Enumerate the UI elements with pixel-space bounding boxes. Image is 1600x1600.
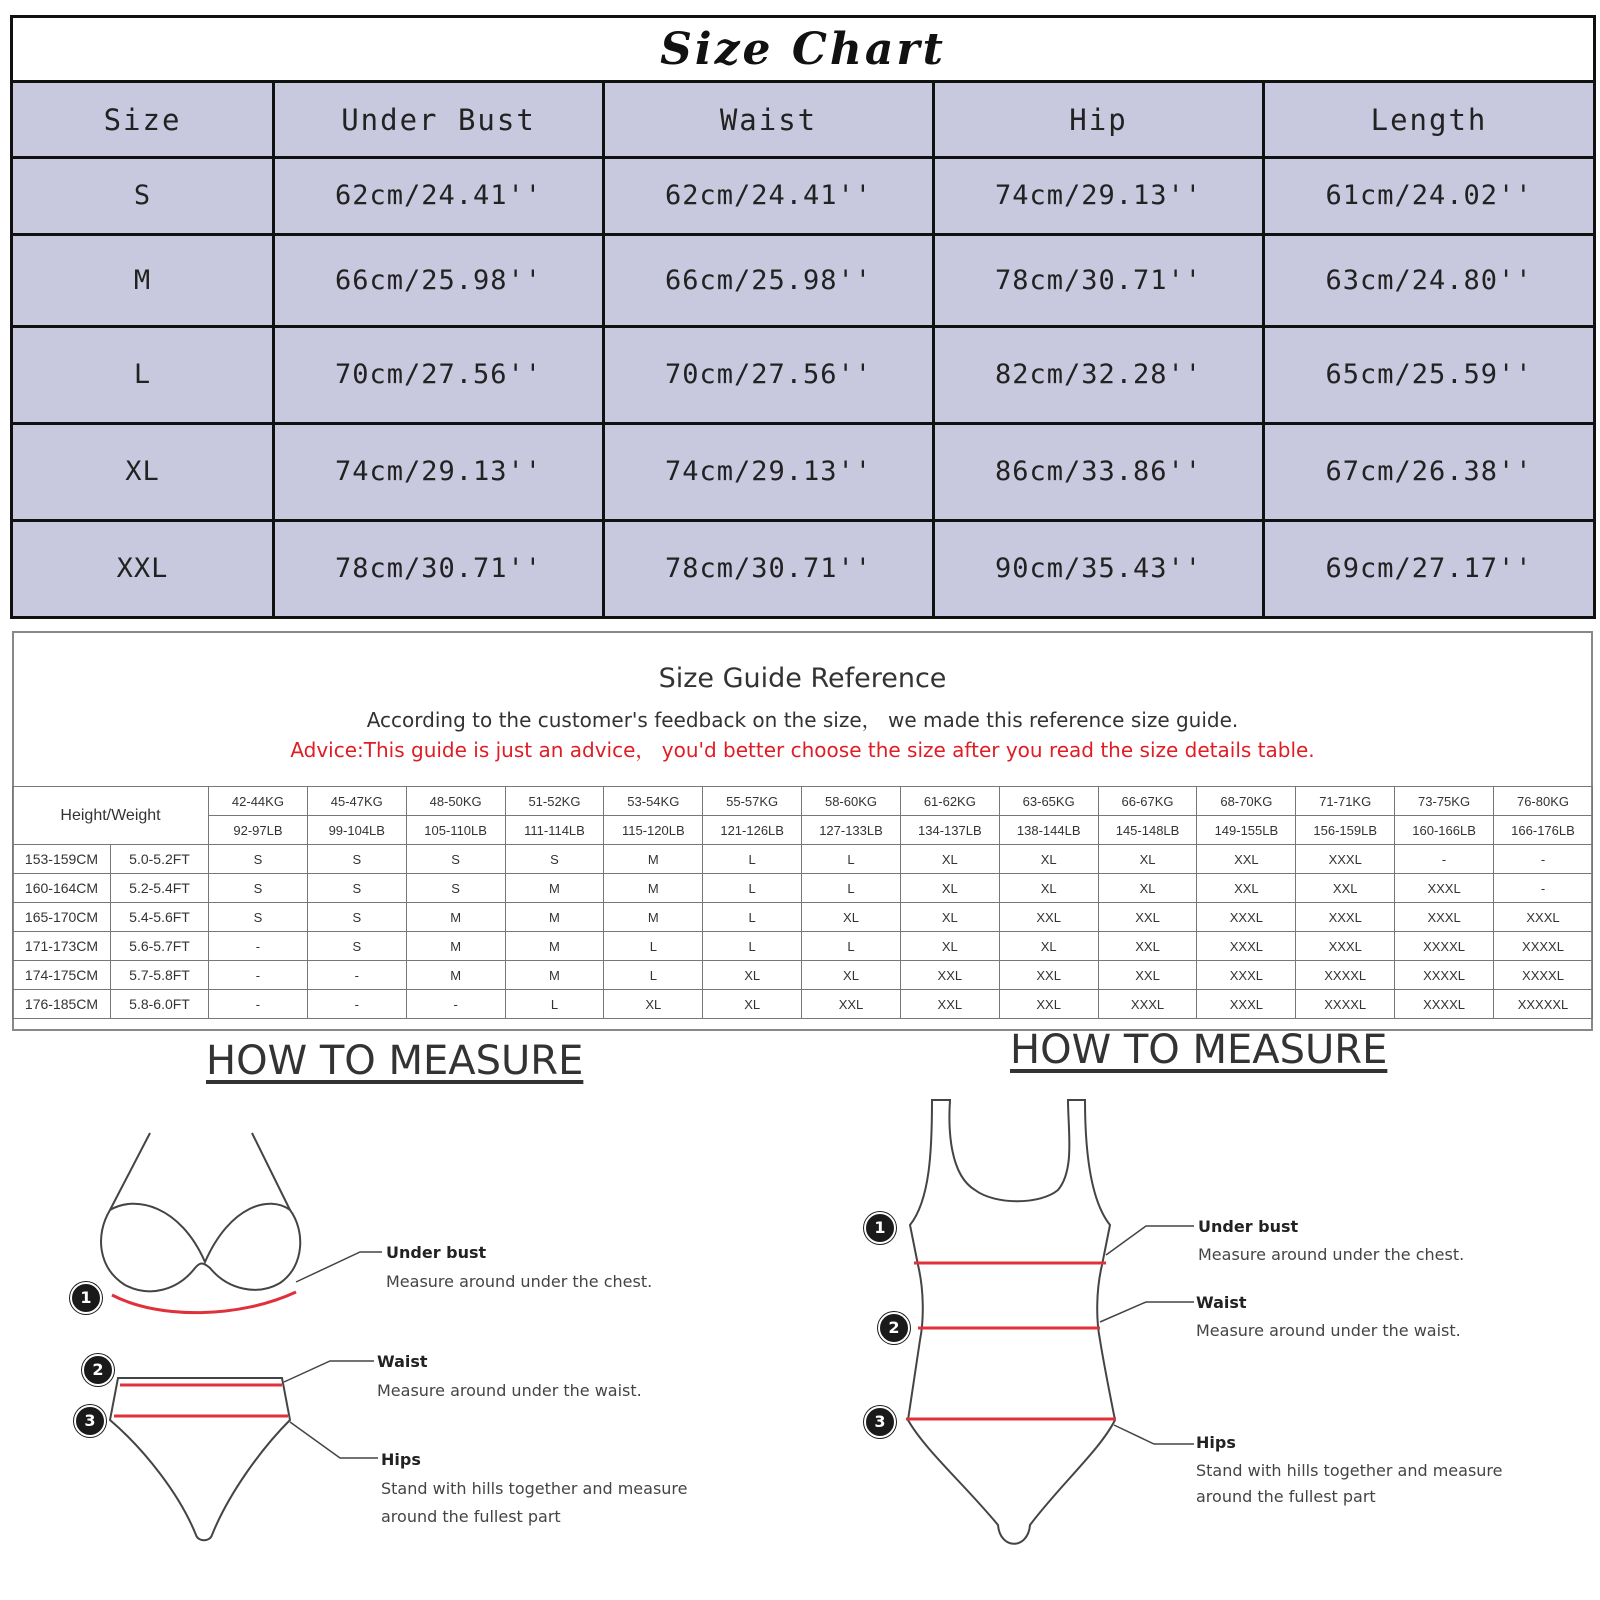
recommended-size-cell: M [604, 874, 703, 903]
recommended-size-cell: XL [999, 932, 1098, 961]
recommended-size-cell: XXL [900, 961, 999, 990]
measurement-cell: 70cm/27.56'' [604, 326, 934, 423]
recommended-size-cell: L [802, 874, 901, 903]
recommended-size-cell: M [406, 903, 505, 932]
weight-kg-cell: 68-70KG [1197, 787, 1296, 816]
waist-leader-right [1100, 1302, 1194, 1322]
recommended-size-cell: L [802, 845, 901, 874]
recommended-size-cell: - [209, 961, 308, 990]
recommended-size-cell: XXL [900, 990, 999, 1019]
weight-lb-cell: 149-155LB [1197, 816, 1296, 845]
measurement-cell: 61cm/24.02'' [1264, 158, 1595, 235]
recommended-size-cell: L [703, 874, 802, 903]
recommended-size-cell: S [209, 874, 308, 903]
recommended-size-cell: S [209, 903, 308, 932]
measurement-cell: 69cm/27.17'' [1264, 520, 1595, 617]
recommended-size-cell: L [604, 932, 703, 961]
recommended-size-cell: M [505, 932, 604, 961]
recommended-size-cell: M [406, 961, 505, 990]
number-badge-hips-left: 3 [74, 1405, 106, 1437]
measurement-cell: 74cm/29.13'' [934, 158, 1264, 235]
weight-lb-cell: 92-97LB [209, 816, 308, 845]
weight-kg-cell: 58-60KG [802, 787, 901, 816]
recommended-size-cell: XXXXL [1395, 932, 1494, 961]
waist-desc-left: Measure around under the waist. [377, 1381, 642, 1400]
recommended-size-cell: XL [900, 903, 999, 932]
recommended-size-cell: M [604, 845, 703, 874]
recommended-size-cell: - [209, 990, 308, 1019]
weight-kg-cell: 71-71KG [1296, 787, 1395, 816]
recommended-size-cell: XL [703, 990, 802, 1019]
waist-leader-left [284, 1361, 374, 1382]
under-bust-label-left: Under bust [386, 1243, 487, 1262]
size-chart-title: Size Chart [12, 17, 1595, 82]
hips-label-left: Hips [381, 1450, 421, 1469]
recommended-size-cell: XL [900, 932, 999, 961]
recommended-size-cell: L [703, 932, 802, 961]
recommended-size-cell: S [505, 845, 604, 874]
recommended-size-cell: XL [1098, 874, 1197, 903]
recommended-size-cell: XXXL [1296, 845, 1395, 874]
recommended-size-cell: L [703, 845, 802, 874]
recommended-size-cell: XL [802, 961, 901, 990]
size-chart-header-cell: Length [1264, 82, 1595, 158]
height-cm-cell: 171-173CM [13, 932, 111, 961]
height-weight-label: Height/Weight [13, 787, 209, 845]
measurement-cell: 70cm/27.56'' [274, 326, 604, 423]
measurement-cell: 66cm/25.98'' [604, 234, 934, 326]
under-bust-label-right: Under bust [1198, 1217, 1299, 1236]
recommended-size-cell: L [505, 990, 604, 1019]
swimsuit-illustration [908, 1100, 1115, 1544]
weight-lb-cell: 156-159LB [1296, 816, 1395, 845]
measurement-cell: 65cm/25.59'' [1264, 326, 1595, 423]
recommended-size-cell: XXXXXL [1493, 990, 1592, 1019]
recommended-size-cell: XL [1098, 845, 1197, 874]
recommended-size-cell: S [307, 845, 406, 874]
waist-desc-right: Measure around under the waist. [1196, 1321, 1461, 1340]
height-ft-cell: 5.6-5.7FT [111, 932, 209, 961]
recommended-size-cell: XXL [1296, 874, 1395, 903]
recommended-size-cell: S [209, 845, 308, 874]
how-to-measure-title-left: HOW TO MEASURE [206, 1038, 584, 1084]
size-chart-header-cell: Waist [604, 82, 934, 158]
weight-kg-cell: 48-50KG [406, 787, 505, 816]
recommended-size-cell: L [604, 961, 703, 990]
recommended-size-cell: S [406, 845, 505, 874]
measurement-cell: 62cm/24.41'' [274, 158, 604, 235]
recommended-size-cell: - [1493, 874, 1592, 903]
recommended-size-cell: XXXL [1098, 990, 1197, 1019]
recommended-size-cell: XXXXL [1296, 961, 1395, 990]
number-badge-waist-left: 2 [82, 1354, 114, 1386]
recommended-size-cell: XXXL [1197, 961, 1296, 990]
size-label-cell: XL [12, 423, 274, 520]
measurement-cell: 82cm/32.28'' [934, 326, 1264, 423]
weight-lb-cell: 127-133LB [802, 816, 901, 845]
recommended-size-cell: L [802, 932, 901, 961]
recommended-size-cell: XL [703, 961, 802, 990]
recommended-size-cell: XXXXL [1296, 990, 1395, 1019]
recommended-size-cell: XXXXL [1395, 990, 1494, 1019]
recommended-size-cell: XXL [1197, 845, 1296, 874]
recommended-size-cell: M [505, 961, 604, 990]
size-chart-header-cell: Under Bust [274, 82, 604, 158]
recommended-size-cell: S [307, 903, 406, 932]
size-label-cell: XXL [12, 520, 274, 617]
bikini-bottom-illustration [110, 1378, 290, 1540]
recommended-size-cell: S [406, 874, 505, 903]
measurement-cell: 66cm/25.98'' [274, 234, 604, 326]
recommended-size-cell: XL [999, 845, 1098, 874]
recommended-size-cell: XXXL [1197, 932, 1296, 961]
hips-label-right: Hips [1196, 1433, 1236, 1452]
measurement-cell: 86cm/33.86'' [934, 423, 1264, 520]
weight-lb-cell: 121-126LB [703, 816, 802, 845]
measurement-cell: 74cm/29.13'' [604, 423, 934, 520]
under-bust-leader-right [1106, 1226, 1194, 1255]
measurement-cell: 62cm/24.41'' [604, 158, 934, 235]
hips-leader-right [1114, 1425, 1194, 1444]
height-cm-cell: 153-159CM [13, 845, 111, 874]
weight-lb-cell: 115-120LB [604, 816, 703, 845]
size-guide-advice: Advice:This guide is just an advice， you'd better choose the size after you read the size details table. [290, 738, 1315, 762]
weight-kg-cell: 55-57KG [703, 787, 802, 816]
recommended-size-cell: - [307, 990, 406, 1019]
recommended-size-cell: XXL [999, 903, 1098, 932]
weight-lb-cell: 145-148LB [1098, 816, 1197, 845]
recommended-size-cell: XL [900, 874, 999, 903]
height-ft-cell: 5.7-5.8FT [111, 961, 209, 990]
measurement-cell: 63cm/24.80'' [1264, 234, 1595, 326]
recommended-size-cell: XXL [802, 990, 901, 1019]
weight-kg-cell: 73-75KG [1395, 787, 1494, 816]
measurement-cell: 78cm/30.71'' [934, 234, 1264, 326]
recommended-size-cell: XXL [999, 990, 1098, 1019]
recommended-size-cell: XXXL [1296, 932, 1395, 961]
recommended-size-cell: XXXL [1395, 903, 1494, 932]
recommended-size-cell: XXL [1098, 961, 1197, 990]
recommended-size-cell: - [209, 932, 308, 961]
weight-lb-cell: 111-114LB [505, 816, 604, 845]
measurement-cell: 78cm/30.71'' [274, 520, 604, 617]
recommended-size-cell: XL [900, 845, 999, 874]
weight-kg-cell: 42-44KG [209, 787, 308, 816]
recommended-size-cell: XXL [1197, 874, 1296, 903]
size-label-cell: M [12, 234, 274, 326]
waist-label-left: Waist [377, 1352, 428, 1371]
recommended-size-cell: M [505, 874, 604, 903]
recommended-size-cell: XXXL [1493, 903, 1592, 932]
hips-leader-left [290, 1422, 378, 1458]
recommended-size-cell: XXXXL [1493, 961, 1592, 990]
weight-kg-cell: 66-67KG [1098, 787, 1197, 816]
size-chart-header-cell: Hip [934, 82, 1264, 158]
recommended-size-cell: - [307, 961, 406, 990]
recommended-size-cell: S [307, 932, 406, 961]
recommended-size-cell: M [604, 903, 703, 932]
height-ft-cell: 5.0-5.2FT [111, 845, 209, 874]
weight-kg-cell: 53-54KG [604, 787, 703, 816]
height-ft-cell: 5.8-6.0FT [111, 990, 209, 1019]
measurement-cell: 74cm/29.13'' [274, 423, 604, 520]
recommended-size-cell: XXL [999, 961, 1098, 990]
hips-desc-line1-right: Stand with hills together and measure [1196, 1461, 1503, 1480]
recommended-size-cell: XXXXL [1395, 961, 1494, 990]
recommended-size-cell: XL [802, 903, 901, 932]
recommended-size-cell: XXL [1098, 903, 1197, 932]
measurement-cell: 90cm/35.43'' [934, 520, 1264, 617]
weight-lb-cell: 105-110LB [406, 816, 505, 845]
hips-desc-line2-right: around the fullest part [1196, 1487, 1376, 1506]
recommended-size-cell: XXXL [1296, 903, 1395, 932]
recommended-size-cell: XL [999, 874, 1098, 903]
recommended-size-cell: M [406, 932, 505, 961]
recommended-size-cell: XXXXL [1493, 932, 1592, 961]
height-cm-cell: 165-170CM [13, 903, 111, 932]
recommended-size-cell: M [505, 903, 604, 932]
number-badge-under-bust-right: 1 [864, 1212, 896, 1244]
bikini-top-illustration [101, 1133, 300, 1291]
weight-kg-cell: 51-52KG [505, 787, 604, 816]
weight-lb-cell: 138-144LB [999, 816, 1098, 845]
weight-kg-cell: 45-47KG [307, 787, 406, 816]
weight-lb-cell: 99-104LB [307, 816, 406, 845]
height-cm-cell: 174-175CM [13, 961, 111, 990]
size-label-cell: S [12, 158, 274, 235]
under-bust-line-left [112, 1292, 296, 1313]
recommended-size-cell: XL [604, 990, 703, 1019]
measurement-cell: 67cm/26.38'' [1264, 423, 1595, 520]
recommended-size-cell: XXXL [1197, 990, 1296, 1019]
height-cm-cell: 176-185CM [13, 990, 111, 1019]
measurement-cell: 78cm/30.71'' [604, 520, 934, 617]
height-ft-cell: 5.2-5.4FT [111, 874, 209, 903]
hips-desc-line1-left: Stand with hills together and measure [381, 1479, 688, 1498]
number-badge-under-bust-left: 1 [70, 1282, 102, 1314]
weight-lb-cell: 160-166LB [1395, 816, 1494, 845]
size-label-cell: L [12, 326, 274, 423]
hips-desc-line2-left: around the fullest part [381, 1507, 561, 1526]
weight-kg-cell: 61-62KG [900, 787, 999, 816]
number-badge-hips-right: 3 [864, 1406, 896, 1438]
waist-label-right: Waist [1196, 1293, 1247, 1312]
recommended-size-cell: L [703, 903, 802, 932]
how-to-measure-title-right: HOW TO MEASURE [1010, 1027, 1388, 1073]
weight-kg-cell: 76-80KG [1493, 787, 1592, 816]
recommended-size-cell: S [307, 874, 406, 903]
weight-lb-cell: 134-137LB [900, 816, 999, 845]
size-chart-header-cell: Size [12, 82, 274, 158]
recommended-size-cell: XXXL [1197, 903, 1296, 932]
recommended-size-cell: - [1395, 845, 1494, 874]
recommended-size-cell: - [406, 990, 505, 1019]
recommended-size-cell: XXL [1098, 932, 1197, 961]
under-bust-desc-right: Measure around under the chest. [1198, 1245, 1465, 1264]
recommended-size-cell: - [1493, 845, 1592, 874]
recommended-size-cell: XXXL [1395, 874, 1494, 903]
under-bust-leader-left [296, 1252, 382, 1282]
size-guide-description: According to the customer's feedback on the size， we made this reference size guide. [366, 708, 1239, 732]
height-ft-cell: 5.4-5.6FT [111, 903, 209, 932]
weight-lb-cell: 166-176LB [1493, 816, 1592, 845]
height-cm-cell: 160-164CM [13, 874, 111, 903]
under-bust-desc-left: Measure around under the chest. [386, 1272, 653, 1291]
number-badge-waist-right: 2 [878, 1312, 910, 1344]
size-guide-title: Size Guide Reference [658, 663, 947, 694]
weight-kg-cell: 63-65KG [999, 787, 1098, 816]
